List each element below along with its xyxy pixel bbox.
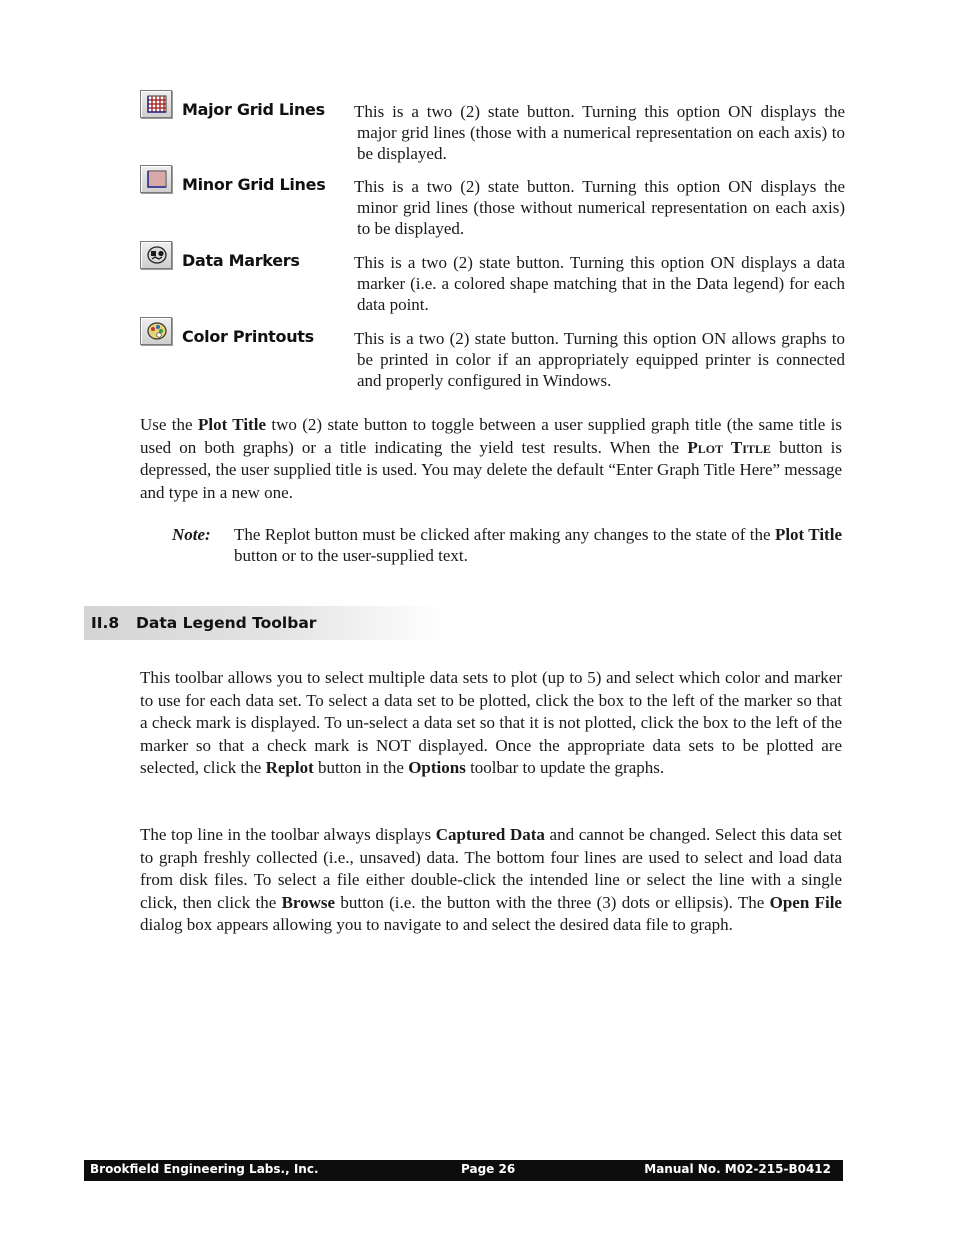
term-label: Minor Grid Lines xyxy=(182,175,326,194)
term-label: Color Printouts xyxy=(182,327,314,346)
definition-minor-grid-lines xyxy=(140,165,845,241)
note-text: The Replot button must be clicked after making any changes to the state of the Plot Title button or to the user-supplied text. xyxy=(234,525,842,565)
note-label: Note: xyxy=(172,525,211,544)
term-label: Data Markers xyxy=(182,251,300,270)
footer-page-number: Page 26 xyxy=(461,1162,516,1176)
footer-company: Brookfield Engineering Labs., Inc. xyxy=(90,1162,319,1176)
section-title: Data Legend Toolbar xyxy=(136,614,317,632)
plot-title-paragraph: Use the Plot Title two (2) state button to toggle between a user supplied graph title (the same title is used on both graphs) or a title indicating the yield test results. When the Plot Title button is depressed, the user supplied title is used. You may delete the default “Enter Graph Title Here” message and type in a new one. xyxy=(140,415,843,502)
toolbar-paragraph: This toolbar allows you to select multiple data sets to plot (up to 5) and select which color and marker to use for each data set. To select a data set to be plotted, click the box to the left of the marker so that a check mark is displayed. To un-select a data set so that it is not plotted, click the box to the left of the marker so that a check mark is NOT displayed. Once the appropriate data sets to be plotted are selected, click the Replot button in the Options toolbar to update the graphs. xyxy=(140,668,842,777)
footer-manual-number: Manual No. M02-215-B0412 xyxy=(644,1162,831,1176)
section-header xyxy=(84,606,444,640)
definition-data-markers xyxy=(140,241,845,317)
term-description: This is a two (2) state button. Turning this option ON displays a data marker (i.e. a colored shape matching that in the Data legend) for each data point. xyxy=(354,253,845,314)
major-grid-lines-icon xyxy=(140,90,172,118)
data-markers-icon xyxy=(140,241,172,269)
note-block xyxy=(172,524,842,566)
term-description: This is a two (2) state button. Turning this option ON displays the minor grid lines (those without numerical representation on each axis) to be displayed. xyxy=(354,177,845,238)
definition-color-printouts xyxy=(140,317,845,393)
term-label: Major Grid Lines xyxy=(182,100,325,119)
color-printouts-icon xyxy=(140,317,172,345)
minor-grid-lines-icon xyxy=(140,165,172,193)
page-footer xyxy=(84,1160,843,1181)
definition-major-grid-lines xyxy=(140,90,845,166)
data-sets-paragraph: The top line in the toolbar always displays Captured Data and cannot be changed. Select this data set to graph freshly collected (i.e., unsaved) data. The bottom four lines are used to select and load data from disk files. To select a file either double-click the intended line or select the line with a single click, then click the Browse button (i.e. the button with the three (3) dots or ellipsis). The Open File dialog box appears allowing you to navigate to and select the desired data file to graph. xyxy=(140,825,842,934)
term-description: This is a two (2) state button. Turning this option ON displays the major grid lines (those with a numerical representation on each axis) to be displayed. xyxy=(354,102,845,163)
term-description: This is a two (2) state button. Turning this option ON allows graphs to be printed in color if an appropriately equipped printer is connected and properly configured in Windows. xyxy=(354,329,845,390)
section-number: II.8 xyxy=(91,614,120,632)
